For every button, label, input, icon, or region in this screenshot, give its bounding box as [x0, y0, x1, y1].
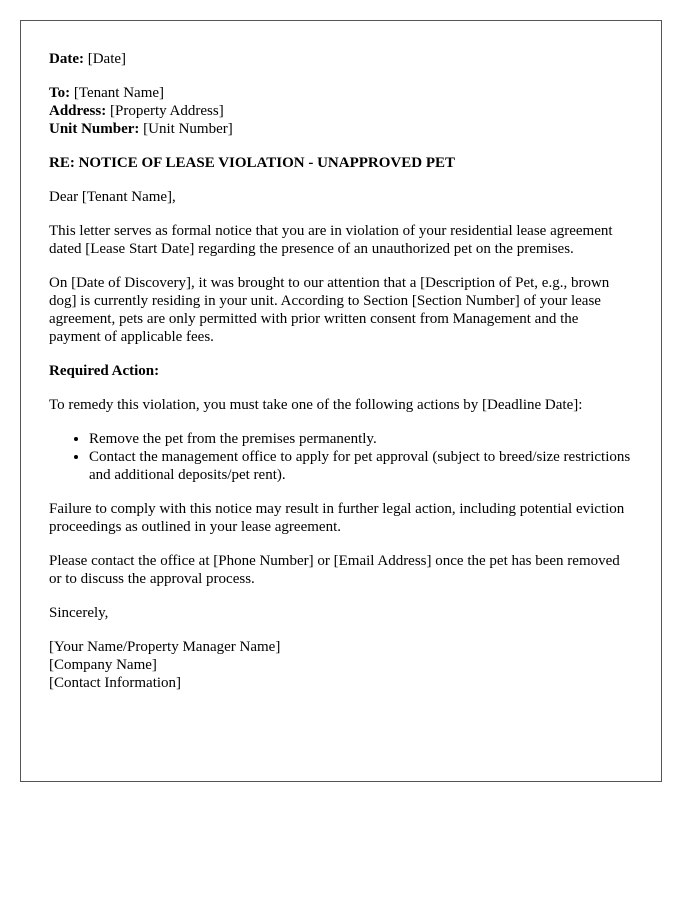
paragraph-discovery: On [Date of Discovery], it was brought to our attention that a [Description of Pet, e.g., brown dog] is currently residing in your unit. According to Section [Section Number] of your lease agreement, pets are only permitted with prior written consent from Management and the payment of applicable fees. — [49, 275, 610, 345]
subject-line — [49, 154, 633, 172]
to-line — [49, 84, 633, 102]
list-item: • Contact the management office to apply for pet approval (subject to breed/size restrictions and additional deposits/pet rent). — [89, 448, 633, 484]
date-value: [Date] — [87, 51, 127, 67]
address-value: [Property Address] — [109, 103, 224, 119]
date-label: Date: — [49, 51, 84, 67]
to-label: To: — [49, 85, 71, 101]
signature-contact: [Contact Information] — [49, 675, 182, 691]
date-line — [49, 50, 633, 68]
action-list — [49, 430, 633, 484]
unit-value: [Unit Number] — [143, 121, 233, 137]
consequence-paragraph: Failure to comply with this notice may result in further legal action, including potential eviction proceedings as outlined in your lease agreement. — [49, 501, 625, 535]
letter-page — [20, 20, 662, 782]
signature-company: [Company Name] — [49, 657, 157, 673]
signature-name: [Your Name/Property Manager Name] — [49, 639, 281, 655]
contact-paragraph: Please contact the office at [Phone Number] or [Email Address] once the pet has been removed or to discuss the approval process. — [49, 553, 620, 587]
closing: Sincerely, — [49, 605, 109, 621]
unit-line — [49, 120, 633, 138]
subject-text: RE: NOTICE OF LEASE VIOLATION - UNAPPROVED PET — [49, 155, 456, 171]
salutation: Dear [Tenant Name], — [49, 189, 176, 205]
unit-label: Unit Number: — [49, 121, 140, 137]
list-item: • Remove the pet from the premises permanently. — [89, 430, 633, 448]
action-intro: To remedy this violation, you must take one of the following actions by [Deadline Date]: — [49, 397, 583, 413]
to-value: [Tenant Name] — [73, 85, 165, 101]
address-line — [49, 102, 633, 120]
required-action-heading — [49, 362, 633, 380]
address-label: Address: — [49, 103, 107, 119]
recipient-block — [49, 84, 633, 138]
signature-block — [49, 638, 633, 692]
required-action-heading-text: Required Action: — [49, 363, 160, 379]
paragraph-notice: This letter serves as formal notice that you are in violation of your residential lease agreement dated [Lease Start Date] regarding the presence of an unauthorized pet on the premises. — [49, 223, 613, 257]
